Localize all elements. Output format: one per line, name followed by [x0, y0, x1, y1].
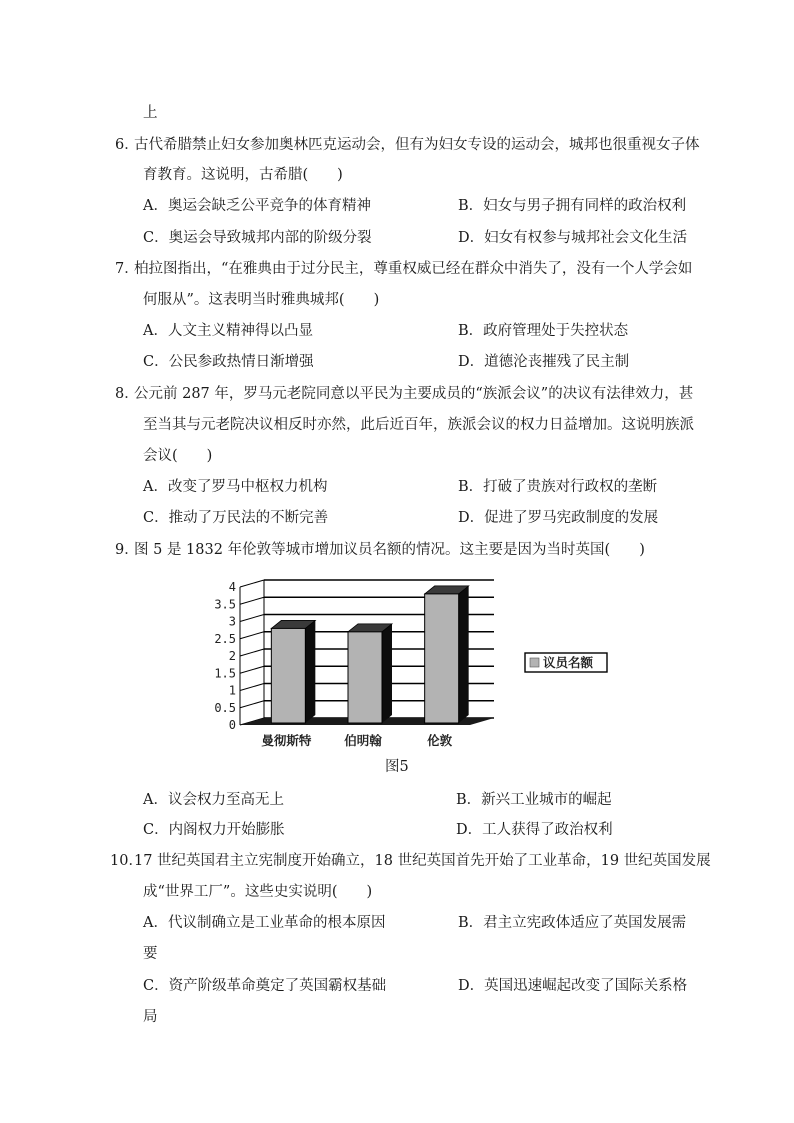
option-b: B．新兴工业城市的崛起 [456, 792, 612, 808]
grid-depth-line [240, 632, 264, 639]
grid-depth-line [240, 684, 264, 691]
bar [425, 594, 459, 723]
bar [348, 632, 382, 723]
option-b: B．政府管理处于失控状态 [458, 323, 629, 339]
bar [271, 628, 305, 723]
grid-depth-line [240, 580, 264, 587]
option-d: D．妇女有权参与城邦社会文化生活 [458, 230, 688, 246]
question-number: 10． [110, 853, 143, 869]
bar-chart [214, 576, 615, 751]
x-tick-label: 伦敦 [427, 733, 453, 748]
question-stem-line: 公元前 287 年，罗马元老院同意以平民为主要成员的“族派会议”的决议有法律效力，甚 [134, 386, 694, 402]
grid-depth-line [240, 666, 264, 673]
y-tick-label: 2.5 [214, 631, 236, 646]
option-a: A．代议制确立是工业革命的根本原因 [143, 915, 386, 931]
grid-depth-line [240, 649, 264, 656]
y-tick-label: 4 [228, 580, 236, 594]
figure-caption: 图5 [385, 759, 409, 775]
option-b: B．打破了贵族对行政权的垄断 [458, 479, 658, 495]
option-d: D．道德沦丧摧残了民主制 [458, 354, 630, 370]
option-d-continued: 局 [143, 1009, 158, 1025]
y-tick-label: 3 [228, 614, 236, 629]
question-stem-line: 成“世界工厂”。这些史实说明( ) [143, 884, 373, 900]
bar-side [305, 620, 315, 723]
chart-svg [214, 576, 615, 751]
question-stem-line: 会议( ) [143, 448, 213, 464]
y-tick-label: 3.5 [214, 597, 236, 612]
option-c: C．奥运会导致城邦内部的阶级分裂 [143, 230, 372, 246]
question-stem-line: 柏拉图指出，“在雅典由于过分民主，尊重权威已经在群众中消失了，没有一个人学会如 [134, 261, 693, 277]
x-tick-label: 曼彻斯特 [261, 733, 312, 748]
carry-over-text: 上 [143, 105, 158, 121]
option-a: A．改变了罗马中枢权力机构 [143, 479, 328, 495]
option-b: B．君主立宪政体适应了英国发展需 [458, 915, 687, 931]
legend-swatch [530, 658, 539, 667]
legend-label: 议员名额 [543, 655, 594, 670]
option-a: A．人文主义精神得以凸显 [143, 323, 313, 339]
question-number: 8． [115, 386, 139, 402]
question-number: 7． [115, 261, 139, 277]
question-stem-line: 至当其与元老院决议相反时亦然，此后近百年，族派会议的权力日益增加。这说明族派 [143, 417, 694, 433]
option-b-continued: 要 [143, 946, 158, 962]
option-b: B．妇女与男子拥有同样的政治权利 [458, 198, 687, 214]
x-tick-label: 伯明翰 [344, 733, 382, 748]
option-d: D．英国迅速崛起改变了国际关系格 [458, 978, 688, 994]
question-stem-line: 何服从”。这表明当时雅典城邦( ) [143, 292, 380, 308]
y-tick-label: 1 [228, 683, 236, 698]
option-c: C．资产阶级革命奠定了英国霸权基础 [143, 978, 387, 994]
option-c: C．推动了万民法的不断完善 [143, 510, 329, 526]
y-tick-label: 0 [228, 718, 236, 732]
question-number: 6． [115, 137, 139, 153]
question-stem-line: 育教育。这说明，古希腊( ) [143, 167, 343, 183]
question-stem-line: 古代希腊禁止妇女参加奥林匹克运动会，但有为妇女专设的运动会，城邦也很重视女子体 [134, 137, 700, 153]
option-a: A．议会权力至高无上 [143, 792, 284, 808]
bar-side [459, 586, 469, 723]
question-number: 9． [115, 542, 139, 558]
grid-depth-line [240, 597, 264, 604]
y-tick-label: 0.5 [214, 700, 236, 715]
option-c: C．内阁权力开始膨胀 [143, 822, 285, 838]
grid-depth-line [240, 701, 264, 708]
y-tick-label: 1.5 [214, 666, 236, 681]
option-d: D．促进了罗马宪政制度的发展 [458, 510, 659, 526]
question-stem-line: 17 世纪英国君主立宪制度开始确立，18 世纪英国首先开始了工业革命，19 世纪英国发展 [134, 853, 711, 869]
option-d: D．工人获得了政治权利 [456, 822, 613, 838]
option-c: C．公民参政热情日渐增强 [143, 354, 314, 370]
bar-side [382, 624, 392, 723]
grid-depth-line [240, 615, 264, 622]
y-tick-label: 2 [228, 649, 236, 663]
option-a: A．奥运会缺乏公平竞争的体育精神 [143, 198, 371, 214]
question-stem-line: 图 5 是 1832 年伦敦等城市增加议员名额的情况。这主要是因为当时英国( ) [134, 542, 645, 558]
